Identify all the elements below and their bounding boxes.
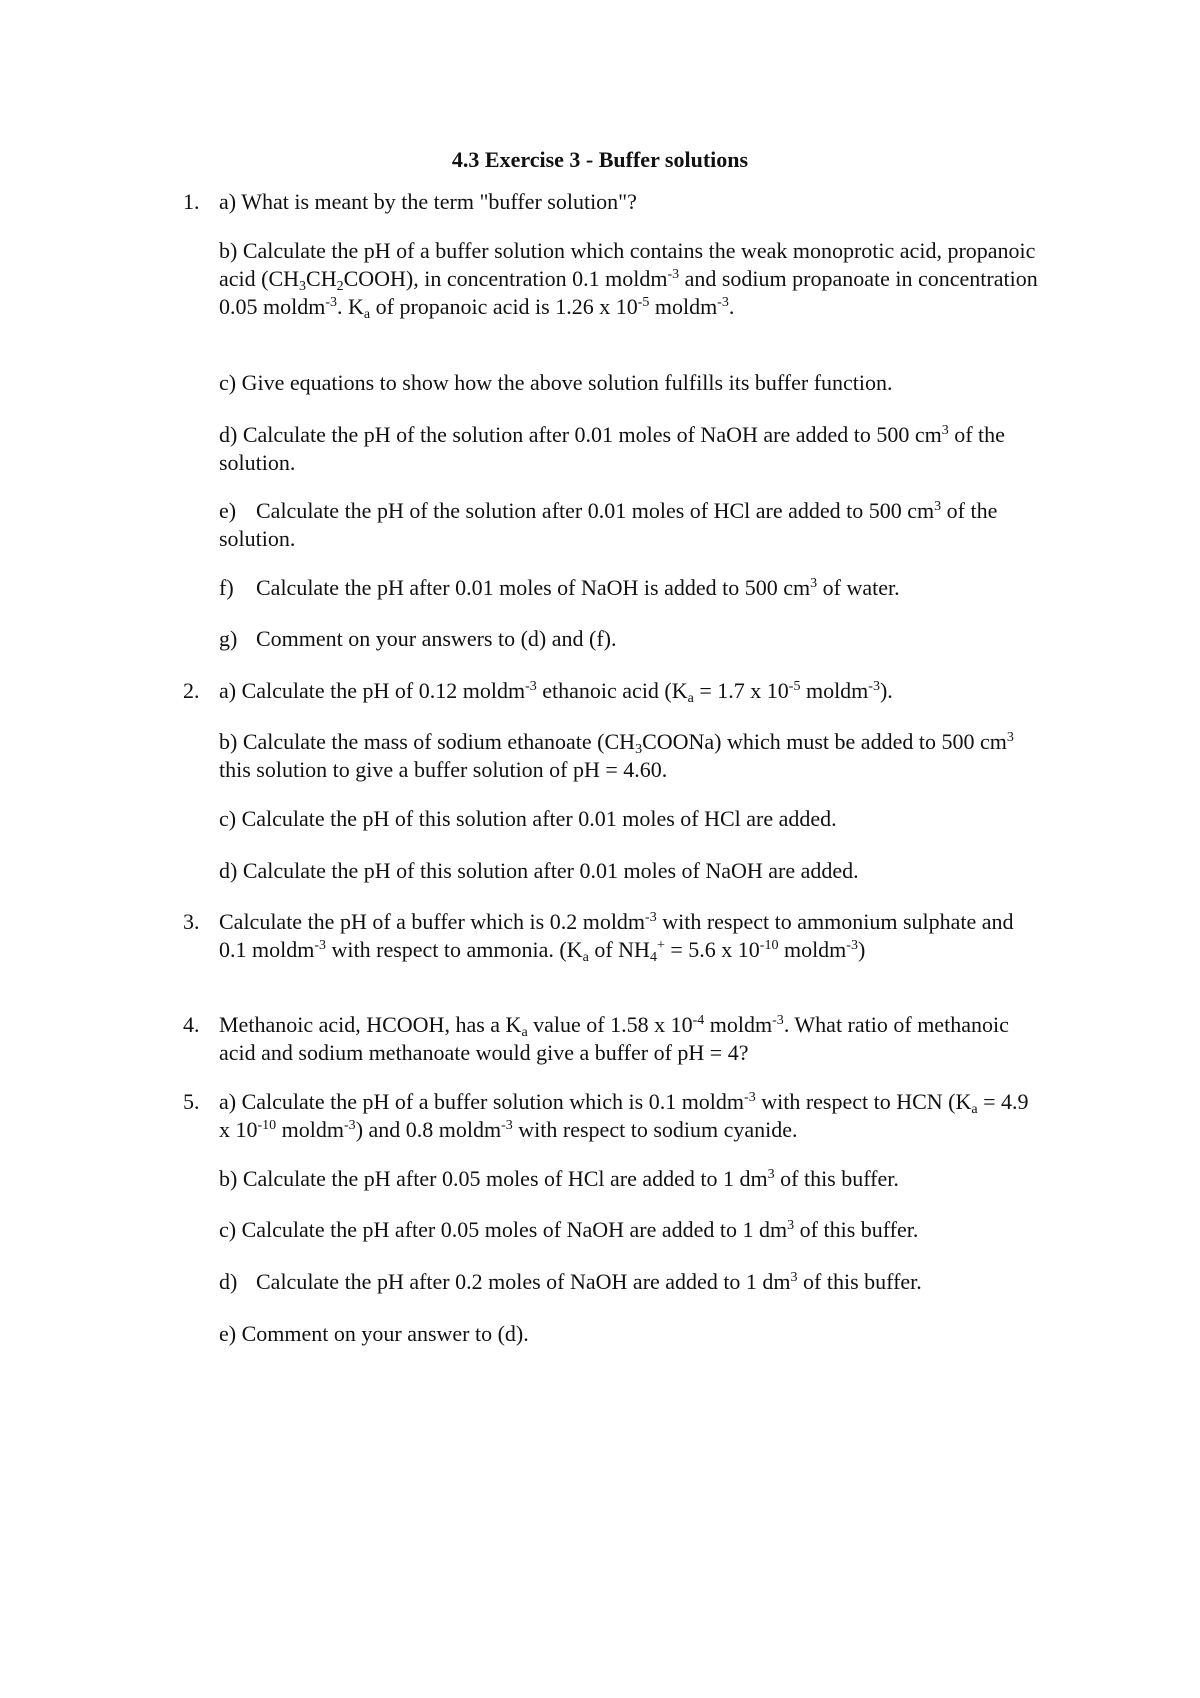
question-2d: d) Calculate the pH of this solution after 0.01 moles of NaOH are added. bbox=[219, 858, 859, 883]
question-3: Calculate the pH of a buffer which is 0.2 moldm$^{-3}$ with respect to ammonium sulphate and 0.1 moldm$^{-3}$ with respect to ammonia. ($K_a$ of $NH_4^+ = 5.6$ x $10^{-10}$ moldm$^{-3}$) bbox=[219, 909, 1014, 965]
question-5b: b) Calculate the pH after 0.05 moles of HCl are added to 1 $dm^3$ of this buffer. bbox=[219, 1166, 899, 1191]
question-3-number: 3. bbox=[183, 909, 200, 934]
question-2a: a) Calculate the pH of 0.12 moldm$^{-3}$ ethanoic acid ($K_a = 1.7$ x $10^{-5}$ moldm$^{-3}$). bbox=[219, 678, 893, 706]
question-1c: c) Give equations to show how the above solution fulfills its buffer function. bbox=[219, 370, 893, 395]
question-1b: b) Calculate the pH of a buffer solution which contains the weak monoprotic acid, propanoic acid $(CH_3CH_2COOH)$, in concentration 0.1 moldm$^{-3}$ and sodium propanoate in concentration 0.05 moldm$^{-3}$. $K_a$ of propanoic acid is 1.26 x $10^{-5}$ moldm$^{-3}$. bbox=[219, 238, 1038, 322]
page-title: 4.3 Exercise 3 - Buffer solutions bbox=[451, 147, 749, 172]
question-1g: g) Comment on your answers to (d) and (f). bbox=[219, 626, 617, 651]
question-5a: a) Calculate the pH of a buffer solution which is 0.1 moldm$^{-3}$ with respect to HCN ($K_a = 4.9$ x $10^{-10}$ moldm$^{-3}$) and 0.8 moldm$^{-3}$ with respect to sodium cyanide. bbox=[219, 1089, 1029, 1142]
question-1d: d) Calculate the pH of the solution after 0.01 moles of NaOH are added to 500 $cm^3$ of the solution. bbox=[219, 422, 1005, 475]
question-5e: e) Comment on your answer to (d). bbox=[219, 1321, 529, 1346]
question-5c: c) Calculate the pH after 0.05 moles of NaOH are added to 1 $dm^3$ of this buffer. bbox=[219, 1217, 919, 1242]
question-1e: e) Calculate the pH of the solution after 0.01 moles of HCl are added to 500 $cm^3$ of the solution. bbox=[219, 498, 998, 551]
question-4-number: 4. bbox=[183, 1012, 200, 1037]
question-2-number: 2. bbox=[183, 678, 200, 703]
question-1-number: 1. bbox=[183, 189, 200, 214]
question-1f: f) Calculate the pH after 0.01 moles of NaOH is added to 500 $cm^3$ of water. bbox=[219, 575, 900, 600]
question-2b: b) Calculate the mass of sodium ethanoate $(CH_3COONa)$ which must be added to 500 $cm^3$ this solution to give a buffer solution of pH = 4.60. bbox=[219, 729, 1014, 782]
question-5-number: 5. bbox=[183, 1089, 200, 1114]
question-4: Methanoic acid, HCOOH, has a $K_a$ value of 1.58 x $10^{-4}$ moldm$^{-3}$. What ratio of methanoic acid and sodium methanoate would give a buffer of pH = 4? bbox=[219, 1012, 1009, 1065]
question-1a: a) What is meant by the term "buffer solution"? bbox=[219, 189, 637, 214]
question-5d: d) Calculate the pH after 0.2 moles of NaOH are added to 1 $dm^3$ of this buffer. bbox=[219, 1269, 922, 1294]
question-2c: c) Calculate the pH of this solution after 0.01 moles of HCl are added. bbox=[219, 806, 837, 831]
